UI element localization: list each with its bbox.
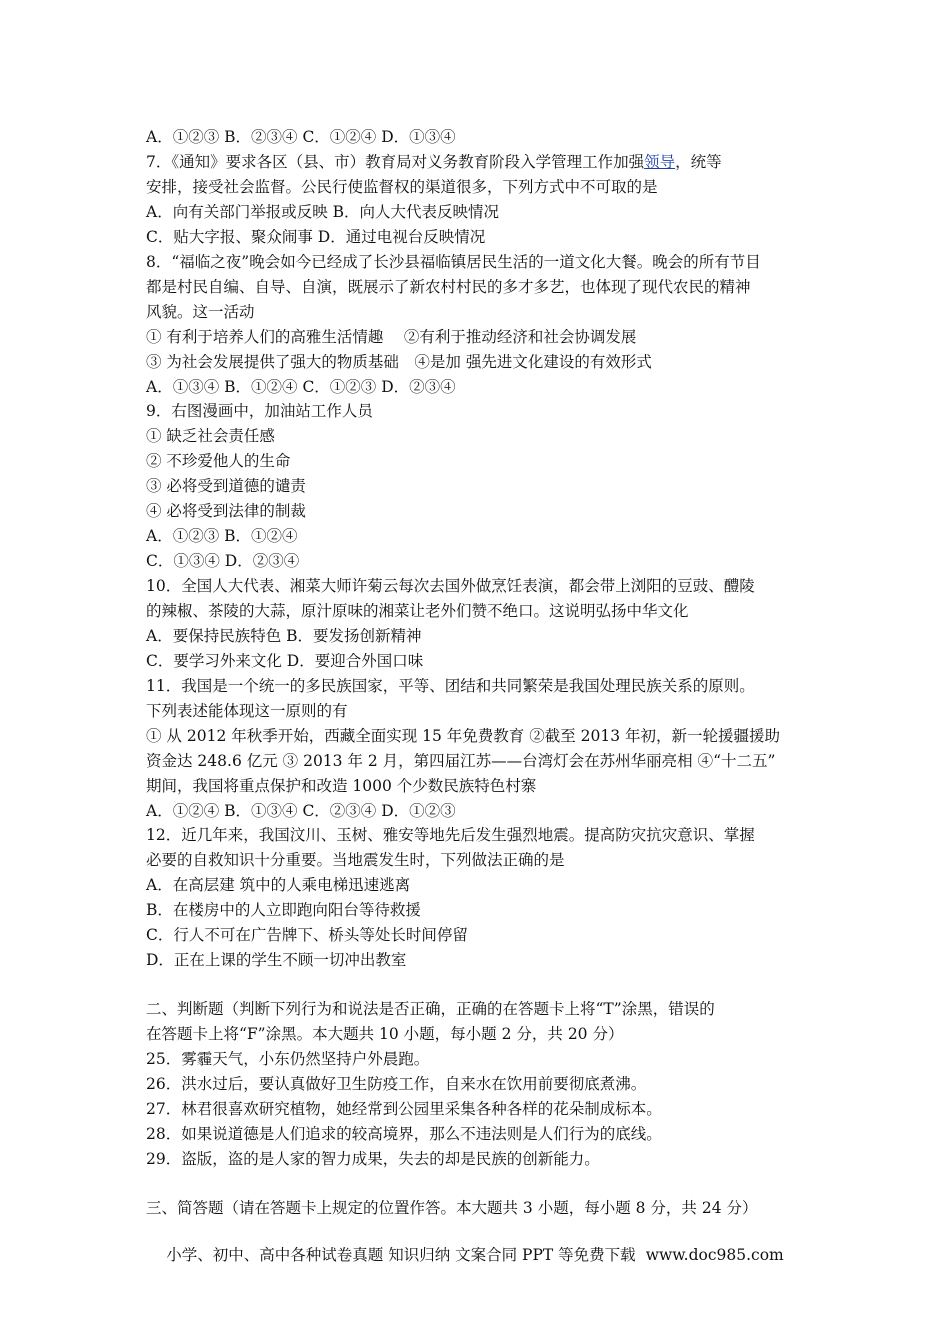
q29: 29．盗版，盗的是人家的智力成果，失去的却是民族的创新能力。 xyxy=(146,1150,600,1168)
q12-option-b: B．在楼房中的人立即跑向阳台等待救援 xyxy=(146,901,421,919)
q11-options: A．①②④ B．①③④ C．②③④ D．①②③ xyxy=(146,802,456,820)
q8-stem-line2: 都是村民自编、自导、自演，既展示了新农村村民的多才多艺，也体现了现代农民的精神 xyxy=(146,278,751,296)
q9-statement-1: ① 缺乏社会责任感 xyxy=(146,427,275,445)
q10-stem-line2: 的辣椒、茶陵的大蒜，原汁原味的湘菜让老外们赞不绝口。这说明弘扬中华文化 xyxy=(146,602,689,620)
q25: 25．雾霾天气，小东仍然坚持户外晨跑。 xyxy=(146,1050,430,1068)
footer-url[interactable]: www.doc985.com xyxy=(645,1246,784,1264)
q9-statement-4: ④ 必将受到法律的制裁 xyxy=(146,502,306,520)
footer-text: 小学、初中、高中各种试卷真题 知识归纳 文案合同 PPT 等免费下载 xyxy=(166,1246,636,1264)
inline-link[interactable]: 领导 xyxy=(644,153,676,171)
q7-stem-text: 7．《通知》要求各区（县、市）教育局对义务教育阶段入学管理工作加强 xyxy=(146,153,645,171)
q12-stem-line1: 12．近几年来，我国汶川、玉树、雅安等地先后发生强烈地震。提高防灾抗灾意识、掌握 xyxy=(146,826,755,844)
q12-stem-line2: 必要的自救知识十分重要。当地震发生时，下列做法正确的是 xyxy=(146,851,565,869)
q8-stem-line1: 8．“福临之夜”晚会如今已经成了长沙县福临镇居民生活的一道文化大餐。晚会的所有节目 xyxy=(146,253,761,271)
q11-statements-line2: 资金达 248.6 亿元 ③ 2013 年 2 月，第四届江苏——台湾灯会在苏州华丽亮相 ④“十二五” xyxy=(146,752,776,770)
q11-statements-line3: 期间，我国将重点保护和改造 1000 个少数民族特色村寨 xyxy=(146,777,537,795)
q8-options: A．①③④ B．①②④ C．①②③ D．②③④ xyxy=(146,378,456,396)
q11-stem-line2: 下列表述能体现这一原则的有 xyxy=(146,702,348,720)
q6-options: A．①②③ B．②③④ C．①②④ D．①③④ xyxy=(146,128,456,146)
q12-option-c: C．行人不可在广告牌下、桥头等处长时间停留 xyxy=(146,926,468,944)
q28: 28．如果说道德是人们追求的较高境界，那么不违法则是人们行为的底线。 xyxy=(146,1125,662,1143)
q7-options-ab: A．向有关部门举报或反映 B．向人大代表反映情况 xyxy=(146,203,500,221)
q26: 26．洪水过后，要认真做好卫生防疫工作，自来水在饮用前要彻底煮沸。 xyxy=(146,1075,647,1093)
q12-option-a: A．在高层建 筑中的人乘电梯迅速逃离 xyxy=(146,876,411,894)
q10-stem-line1: 10．全国人大代表、湘菜大师许菊云每次去国外做烹饪表演，都会带上浏阳的豆豉、醴陵 xyxy=(146,577,755,595)
q9-options-cd: C．①③④ D．②③④ xyxy=(146,552,300,570)
q27: 27．林君很喜欢研究植物，她经常到公园里采集各种各样的花朵制成标本。 xyxy=(146,1100,662,1118)
page-footer xyxy=(0,1245,950,1265)
q8-stem-line3: 风貌。这一活动 xyxy=(146,303,255,321)
q7-stem-tail: ，统等 xyxy=(675,153,722,171)
section3-heading: 三、简答题（请在答题卡上规定的位置作答。本大题共 3 小题，每小题 8 分，共 24 分） xyxy=(146,1199,758,1217)
q8-statements-12: ① 有利于培养人们的高雅生活情趣 ②有利于推动经济和社会协调发展 xyxy=(146,328,637,346)
section2-heading-line2: 在答题卡上将“F”涂黑。本大题共 10 小题，每小题 2 分，共 20 分） xyxy=(146,1025,624,1043)
q11-stem-line1: 11．我国是一个统一的多民族国家，平等、团结和共同繁荣是我国处理民族关系的原则。 xyxy=(146,677,755,695)
q8-statements-34: ③ 为社会发展提供了强大的物质基础 ④是加 强先进文化建设的有效形式 xyxy=(146,353,652,371)
q11-statements-line1: ① 从 2012 年秋季开始，西藏全面实现 15 年免费教育 ②截至 2013 年初，新一轮援疆援助 xyxy=(146,727,781,745)
q7-stem-line1 xyxy=(146,152,722,172)
q7-options-cd: C．贴大字报、聚众闹事 D．通过电视台反映情况 xyxy=(146,228,486,246)
section2-heading-line1: 二、判断题（判断下列行为和说法是否正确，正确的在答题卡上将“T”涂黑，错误的 xyxy=(146,1000,715,1018)
q12-option-d: D．正在上课的学生不顾一切冲出教室 xyxy=(146,951,407,969)
q9-stem: 9．右图漫画中，加油站工作人员 xyxy=(146,402,373,420)
q10-options-ab: A．要保持民族特色 B．要发扬创新精神 xyxy=(146,627,422,645)
q9-statement-2: ② 不珍爱他人的生命 xyxy=(146,452,291,470)
q9-options-ab: A．①②③ B．①②④ xyxy=(146,527,298,545)
q7-stem-line2: 安排，接受社会监督。公民行使监督权的渠道很多，下列方式中不可取的是 xyxy=(146,178,658,196)
q10-options-cd: C．要学习外来文化 D．要迎合外国口味 xyxy=(146,652,424,670)
q9-statement-3: ③ 必将受到道德的谴责 xyxy=(146,477,306,495)
